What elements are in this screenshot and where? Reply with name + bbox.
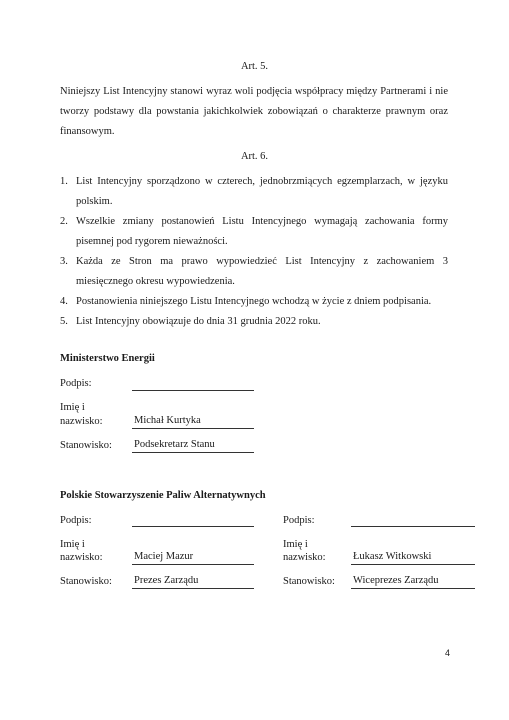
party2-left-signatory-position: Prezes Zarządu <box>134 575 199 586</box>
list-item: 2. Wszelkie zmiany postanowień Listu Intencyjnego wymagają zachowania formy pisemnej pod rygorem nieważności. <box>60 216 448 247</box>
party2-left-name-line <box>132 550 254 565</box>
list-item: 5. List Intencyjny obowiązuje do dnia 31 grudnia 2022 roku. <box>60 316 321 327</box>
party1-signatory-position: Podsekretarz Stanu <box>134 439 215 450</box>
list-item: 4. Postanowienia niniejszego Listu Intencyjnego wchodzą w życie z dniem podpisania. <box>60 296 432 307</box>
party2-left-position-label: Stanowisko: <box>60 576 112 587</box>
party2-left-position-line <box>132 574 254 589</box>
party2-left-signature-label: Podpis: <box>60 515 92 526</box>
article-5-heading: Art. 5. <box>240 61 269 72</box>
party2-right-signature-line <box>351 512 475 527</box>
article-6-list <box>60 172 448 332</box>
party1-name-label-line2: nazwisko: <box>60 416 103 427</box>
party2-left-signatory-name: Maciej Mazur <box>134 551 194 562</box>
party2-org-name: Polskie Stowarzyszenie Paliw Alternatywnych <box>60 490 266 501</box>
party1-signatory-name: Michał Kurtyka <box>134 415 201 426</box>
party2-left-name-label-line1: Imię i <box>60 539 85 550</box>
article-6-heading: Art. 6. <box>240 151 269 162</box>
party1-position-label: Stanowisko: <box>60 440 112 451</box>
party2-right-signatory-name: Łukasz Witkowski <box>353 551 432 562</box>
party1-org-name: Ministerstwo Energii <box>60 353 155 364</box>
party1-name-line <box>132 414 254 429</box>
party2-right-signature-label: Podpis: <box>283 515 315 526</box>
party2-right-name-label-line1: Imię i <box>283 539 308 550</box>
list-item: 1. List Intencyjny sporządzono w czterech, jednobrzmiących egzemplarzach, w języku polskim. <box>60 176 448 207</box>
party2-right-name-label-line2: nazwisko: <box>283 552 326 563</box>
page-number: 4 <box>445 648 451 658</box>
party1-name-label-line1: Imię i <box>60 402 85 413</box>
party1-position-line <box>132 438 254 453</box>
list-item: 3. Każda ze Stron ma prawo wypowiedzieć List Intencyjny z zachowaniem 3 miesięcznego okresu wypowiedzenia. <box>60 256 448 287</box>
party2-right-name-line <box>351 550 475 565</box>
party2-right-signatory-position: Wiceprezes Zarządu <box>353 575 439 586</box>
party2-right-position-label: Stanowisko: <box>283 576 335 587</box>
party2-left-signature-line <box>132 512 254 527</box>
party2-left-name-label-line2: nazwisko: <box>60 552 103 563</box>
party1-signature-line <box>132 376 254 391</box>
party2-right-position-line <box>351 574 475 589</box>
party1-signature-label: Podpis: <box>60 378 92 389</box>
article-5-text: Niniejszy List Intencyjny stanowi wyraz woli podjęcia współpracy między Partnerami i nie tworzy podstawy dla powstania jakichkolwiek zobowiązań o charakterze prawnym oraz finansowym. <box>60 86 448 137</box>
